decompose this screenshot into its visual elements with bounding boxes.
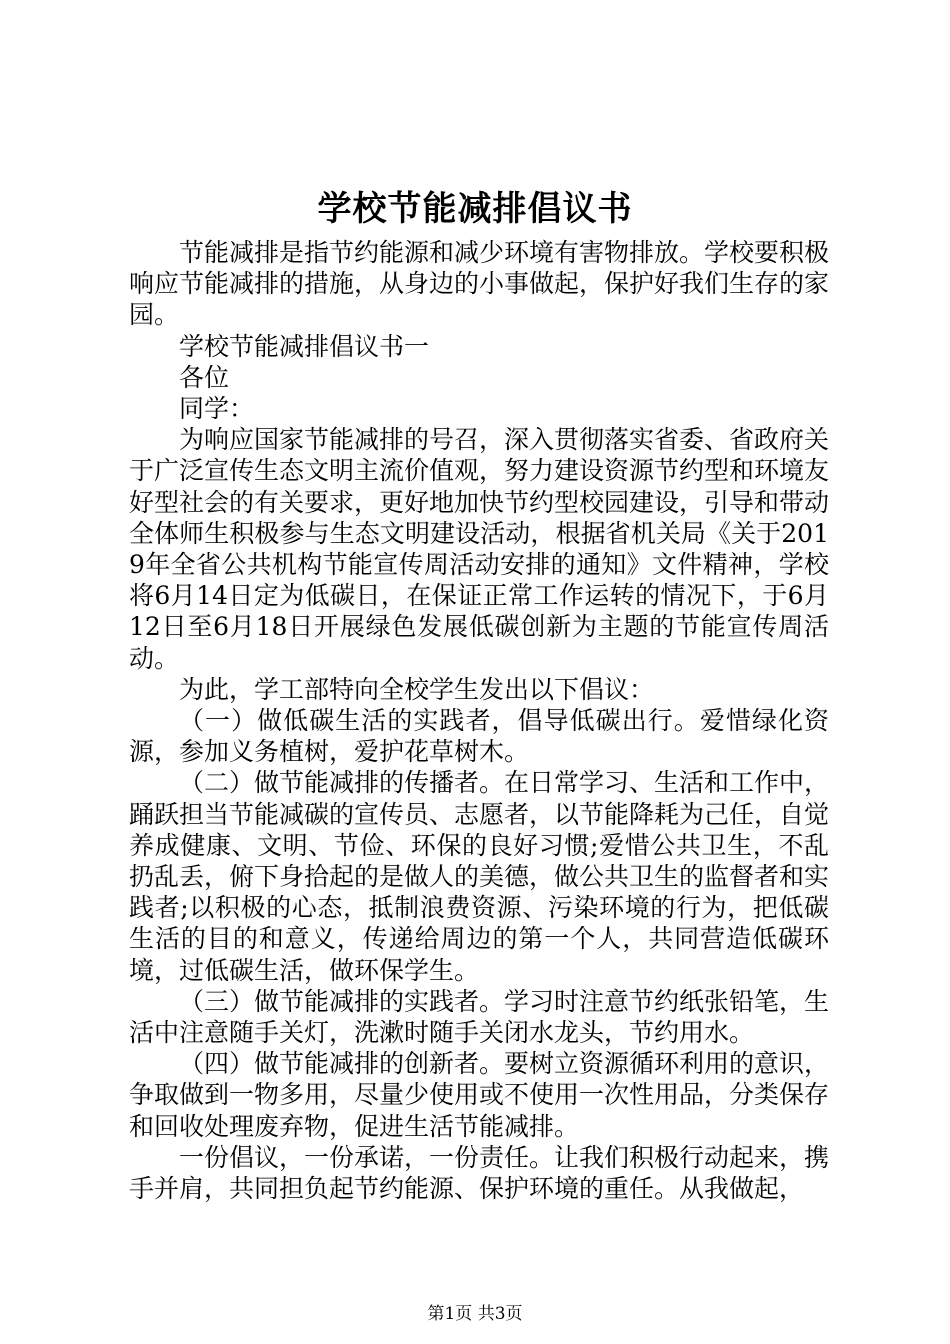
paragraph-closing: 一份倡议，一份承诺，一份责任。让我们积极行动起来，携手并肩，共同担负起节约能源、保护环境的重任。从我做起， — [129, 1142, 830, 1204]
paragraph-salutation-2: 同学： — [179, 394, 255, 424]
paragraph-item-1: （一）做低碳生活的实践者，倡导低碳出行。爱惜绿化资源，参加义务植树，爱护花草树木。 — [129, 706, 829, 767]
paragraph-salutation-1: 各位 — [179, 362, 230, 392]
paragraph-proposal-lead: 为此，学工部特向全校学生发出以下倡议： — [179, 674, 655, 704]
paragraph-background: 为响应国家节能减排的号召，深入贯彻落实省委、省政府关于广泛宣传生态文明主流价值观，努力建设资源节约型和环境友好型社会的有关要求，更好地加快节约型校园建设，引导和带动全体师生积极参与生态文明建设活动，根据省机关局《关于2019年全省公共机构节能宣传周活动安排的通知》文件精神，学校将6月14日定为低碳日，在保证正常工作运转的情况下，于6月12日至6月18日开展绿色发展低碳创新为主题的节能宣传周活动。 — [129, 425, 830, 673]
paragraph-subtitle: 学校节能减排倡议书一 — [179, 331, 430, 361]
paragraph-intro: 节能减排是指节约能源和减少环境有害物排放。学校要积极响应节能减排的措施，从身边的小事做起，保护好我们生存的家园。 — [129, 238, 830, 330]
document-title: 学校节能减排倡议书 — [317, 189, 633, 229]
page-number: 第1页 共3页 — [427, 1304, 523, 1324]
paragraph-item-2: （二）做节能减排的传播者。在日常学习、生活和工作中，踊跃担当节能减碳的宣传员、志愿者，以节能降耗为己任，自觉养成健康、文明、节俭、环保的良好习惯;爱惜公共卫生，不乱扔乱丢，俯下身拾起的是做人的美德，做公共卫生的监督者和实践者;以积极的心态，抵制浪费资源、污染环境的行为，把低碳生活的目的和意义，传递给周边的第一个人，共同营造低碳环境，过低碳生活，做环保学生。 — [129, 768, 830, 985]
paragraph-item-3: （三）做节能减排的实践者。学习时注意节约纸张铅笔，生活中注意随手关灯，洗漱时随手关闭水龙头，节约用水。 — [129, 986, 830, 1048]
document-body — [129, 237, 829, 1204]
paragraph-item-4: （四）做节能减排的创新者。要树立资源循环利用的意识，争取做到一物多用，尽量少使用或不使用一次性用品，分类保存和回收处理废弃物，促进生活节能减排。 — [129, 1049, 830, 1141]
